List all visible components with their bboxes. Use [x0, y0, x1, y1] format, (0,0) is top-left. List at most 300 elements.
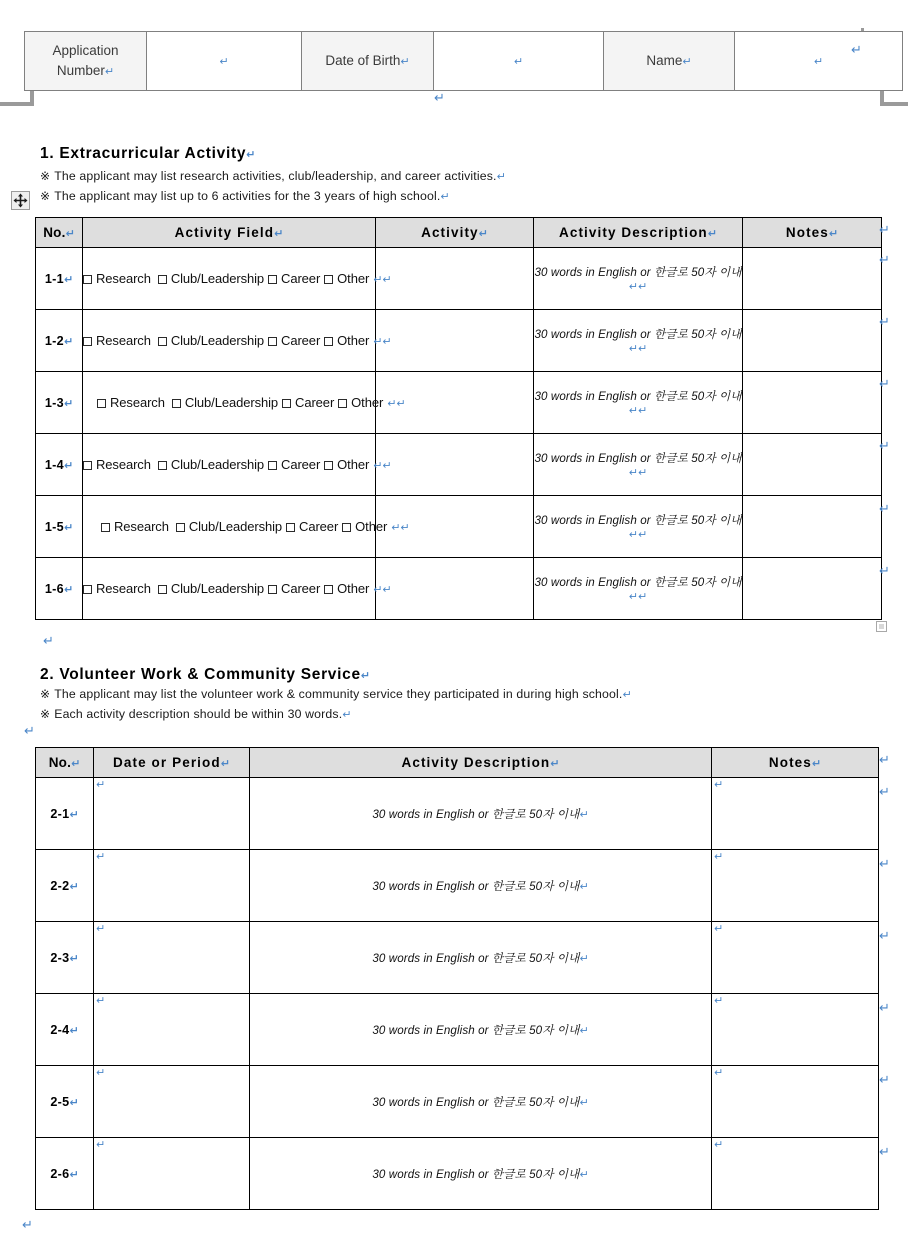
date-or-period-cell[interactable]	[94, 1066, 250, 1138]
paragraph-mark: ↵	[628, 466, 638, 479]
cell-name-value[interactable]	[735, 32, 903, 91]
checkbox-label: Other	[355, 519, 388, 534]
activity-field-cell[interactable]	[83, 310, 392, 372]
paragraph-mark: ↵	[387, 397, 397, 410]
paragraph-mark: ↵	[96, 1066, 106, 1079]
paragraph-mark: ↵	[63, 458, 74, 472]
checkbox-label: Other	[337, 333, 370, 348]
paragraph-mark: ↵	[714, 922, 724, 935]
paragraph-mark: ↵	[63, 272, 74, 286]
table-row	[36, 850, 879, 922]
activity-field-cell[interactable]	[83, 248, 392, 310]
paragraph-mark: ↵	[879, 785, 890, 800]
paragraph-mark: ↵	[579, 1167, 589, 1181]
paragraph-mark: ↵	[579, 951, 589, 965]
row-number-label: 2-3	[50, 950, 70, 965]
paragraph-mark: ↵	[219, 55, 229, 69]
paragraph-mark: ↵	[851, 43, 862, 58]
row-number-cell	[36, 778, 94, 850]
table-row	[36, 922, 879, 994]
description-placeholder-text: 30 words in English or 한글로 50자 이내	[372, 1167, 580, 1181]
checkbox-icon[interactable]	[158, 585, 167, 594]
paragraph-mark: ↵	[828, 227, 839, 240]
cell-name-label	[604, 32, 735, 91]
checkbox-option-research[interactable]	[83, 457, 151, 472]
paragraph-mark: ↵	[638, 404, 648, 417]
paragraph-mark: ↵	[879, 253, 890, 268]
checkbox-label: Research	[96, 457, 151, 472]
row-number-label: 1-1	[44, 271, 64, 286]
table-row	[36, 372, 882, 434]
volunteer-service-table	[35, 747, 879, 1210]
paragraph-mark: ↵	[382, 583, 392, 596]
checkbox-option-other[interactable]	[324, 333, 369, 348]
paragraph-mark: ↵	[69, 807, 79, 821]
date-of-birth-label: Date of Birth	[325, 53, 401, 69]
paragraph-mark: ↵	[682, 55, 692, 69]
checkbox-icon[interactable]	[158, 461, 167, 470]
checkbox-label: Other	[337, 457, 370, 472]
description-placeholder-text: 30 words in English or 한글로 50자 이내	[372, 951, 580, 965]
paragraph-mark: ↵	[274, 227, 284, 240]
date-or-period-cell[interactable]	[94, 1138, 250, 1210]
paragraph-mark: ↵	[400, 55, 410, 69]
th-no-2	[36, 748, 94, 778]
section-1-title-text: Extracurricular Activity	[59, 145, 247, 162]
checkbox-icon[interactable]	[83, 275, 92, 284]
notes-cell[interactable]	[712, 922, 879, 994]
paragraph-mark: ↵	[24, 724, 35, 739]
paragraph-mark: ↵	[879, 377, 890, 392]
checkbox-icon[interactable]	[324, 337, 333, 346]
extracurricular-activity-table	[35, 217, 882, 620]
cell-date-of-birth-label	[302, 32, 434, 91]
row-number-cell	[36, 1138, 94, 1210]
description-placeholder-text: 30 words in English or 한글로 50자 이내	[372, 879, 580, 893]
paragraph-mark: ↵	[879, 502, 890, 517]
checkbox-option-career[interactable]	[268, 581, 320, 596]
note-marker-icon: ※	[40, 169, 51, 183]
paragraph-mark: ↵	[63, 520, 74, 534]
description-placeholder-text: 30 words in English or 한글로 50자 이내	[534, 328, 742, 341]
paragraph-mark: ↵	[879, 315, 890, 330]
notes-cell[interactable]	[712, 778, 879, 850]
checkbox-option-career[interactable]	[268, 271, 320, 286]
checkbox-option-club-leadership[interactable]	[158, 581, 264, 596]
paragraph-mark: ↵	[714, 1066, 724, 1079]
checkbox-option-other[interactable]	[324, 457, 369, 472]
paragraph-mark: ↵	[879, 439, 890, 454]
paragraph-mark: ↵	[707, 227, 717, 240]
table-row	[36, 1138, 879, 1210]
row-number-cell	[36, 372, 83, 434]
section-1-number: 1.	[40, 145, 55, 162]
paragraph-mark: ↵	[714, 850, 724, 863]
checkbox-label: Other	[351, 395, 384, 410]
th-activity	[376, 218, 534, 248]
activity-input-cell[interactable]	[376, 310, 534, 372]
table-move-handle[interactable]	[11, 191, 30, 210]
activity-description-cell[interactable]	[534, 434, 743, 496]
checkbox-option-club-leadership[interactable]	[176, 519, 282, 534]
checkbox-label: Club/Leadership	[184, 395, 279, 410]
row-number-label: 2-1	[50, 806, 70, 821]
row-number-cell	[36, 850, 94, 922]
row-number-label: 1-2	[44, 333, 64, 348]
description-placeholder-text: 30 words in English or 한글로 50자 이내	[534, 390, 742, 403]
section-1-note-1-text: The applicant may list research activities, club/leadership, and career activities.	[54, 169, 497, 183]
note-marker-icon: ※	[40, 687, 51, 701]
notes-cell[interactable]	[712, 994, 879, 1066]
table-resize-handle[interactable]	[876, 621, 887, 632]
checkbox-label: Club/Leadership	[170, 333, 265, 348]
checkbox-label: Career	[281, 581, 321, 596]
paragraph-mark: ↵	[628, 528, 638, 541]
checkbox-icon[interactable]	[338, 399, 347, 408]
activity-description-cell[interactable]	[250, 1138, 712, 1210]
date-or-period-cell[interactable]	[94, 922, 250, 994]
th-notes-2-label: Notes	[768, 755, 812, 770]
checkbox-label: Research	[96, 333, 151, 348]
section-1-note-1	[40, 169, 506, 183]
checkbox-option-club-leadership[interactable]	[158, 333, 264, 348]
checkbox-option-career[interactable]	[268, 457, 320, 472]
paragraph-mark: ↵	[638, 342, 648, 355]
paragraph-mark: ↵	[440, 190, 450, 203]
paragraph-mark: ↵	[628, 280, 638, 293]
section-1-note-2-text: The applicant may list up to 6 activities for the 3 years of high school.	[54, 189, 441, 203]
paragraph-mark: ↵	[579, 1095, 589, 1109]
th-notes	[743, 218, 882, 248]
th-no	[36, 218, 83, 248]
paragraph-mark: ↵	[220, 757, 230, 770]
checkbox-icon[interactable]	[268, 461, 277, 470]
checkbox-option-career[interactable]	[268, 333, 320, 348]
activity-input-cell[interactable]	[376, 434, 534, 496]
paragraph-mark: ↵	[382, 459, 392, 472]
checkbox-icon[interactable]	[282, 399, 291, 408]
checkbox-icon[interactable]	[83, 337, 92, 346]
activity-field-cell[interactable]	[83, 372, 406, 434]
paragraph-mark: ↵	[65, 227, 75, 240]
row-number-label: 2-5	[50, 1094, 70, 1109]
note-marker-icon: ※	[40, 189, 51, 203]
activity-description-cell[interactable]	[250, 1066, 712, 1138]
checkbox-label: Club/Leadership	[170, 457, 265, 472]
paragraph-mark: ↵	[104, 65, 115, 78]
paragraph-mark: ↵	[96, 778, 106, 791]
checkbox-option-other[interactable]	[338, 395, 383, 410]
activity-field-cell[interactable]	[83, 558, 392, 620]
paragraph-mark: ↵	[579, 879, 589, 893]
th-date-or-period-label: Date or Period	[113, 755, 221, 770]
section-2-number: 2.	[40, 666, 55, 683]
table-header-row	[36, 218, 882, 248]
checkbox-icon[interactable]	[286, 523, 295, 532]
table-row	[36, 558, 882, 620]
paragraph-mark: ↵	[638, 528, 648, 541]
paragraph-mark: ↵	[879, 1145, 890, 1160]
section-2-note-1-text: The applicant may list the volunteer work & community service they participated in during high school.	[54, 687, 623, 701]
paragraph-mark: ↵	[22, 1218, 33, 1233]
paragraph-mark: ↵	[43, 634, 54, 649]
paragraph-mark: ↵	[391, 521, 401, 534]
activity-description-cell[interactable]	[534, 558, 743, 620]
paragraph-mark: ↵	[550, 757, 560, 770]
activity-description-cell[interactable]	[534, 372, 743, 434]
paragraph-mark: ↵	[69, 1167, 79, 1181]
checkbox-option-research[interactable]	[83, 271, 151, 286]
description-placeholder-text: 30 words in English or 한글로 50자 이내	[372, 807, 580, 821]
checkbox-option-career[interactable]	[286, 519, 338, 534]
checkbox-label: Research	[96, 271, 151, 286]
paragraph-mark: ↵	[638, 590, 648, 603]
table-row	[36, 1066, 879, 1138]
checkbox-option-career[interactable]	[282, 395, 334, 410]
table-row	[36, 496, 882, 558]
checkbox-label: Club/Leadership	[170, 581, 265, 596]
checkbox-icon[interactable]	[97, 399, 106, 408]
th-activity-description-2-label: Activity Description	[401, 755, 551, 770]
paragraph-mark: ↵	[638, 466, 648, 479]
paragraph-mark: ↵	[879, 857, 890, 872]
activity-field-cell[interactable]	[83, 496, 410, 558]
checkbox-option-other[interactable]	[342, 519, 387, 534]
checkbox-option-research[interactable]	[97, 395, 165, 410]
th-activity-field-label: Activity Field	[174, 225, 275, 240]
checkbox-option-club-leadership[interactable]	[158, 271, 264, 286]
row-number-label: 2-4	[50, 1022, 70, 1037]
section-2-title-text: Volunteer Work & Community Service	[59, 666, 361, 683]
paragraph-mark: ↵	[813, 55, 824, 69]
row-number-cell	[36, 558, 83, 620]
activity-field-cell[interactable]	[83, 434, 392, 496]
cell-date-of-birth-value[interactable]	[434, 32, 604, 91]
th-activity-field	[83, 218, 376, 248]
paragraph-mark: ↵	[879, 1073, 890, 1088]
paragraph-mark: ↵	[69, 951, 79, 965]
activity-description-cell[interactable]	[250, 850, 712, 922]
table-row	[36, 778, 879, 850]
activity-description-cell[interactable]	[534, 248, 743, 310]
row-number-cell	[36, 922, 94, 994]
paragraph-mark: ↵	[478, 227, 488, 240]
description-placeholder-text: 30 words in English or 한글로 50자 이내	[534, 266, 742, 279]
row-number-cell	[36, 1066, 94, 1138]
paragraph-mark: ↵	[96, 1138, 106, 1151]
checkbox-label: Career	[281, 333, 321, 348]
description-placeholder-text: 30 words in English or 한글로 50자 이내	[372, 1023, 580, 1037]
checkbox-icon[interactable]	[176, 523, 185, 532]
paragraph-mark: ↵	[496, 170, 506, 183]
table-row	[36, 248, 882, 310]
checkbox-icon[interactable]	[324, 275, 333, 284]
paragraph-mark: ↵	[400, 521, 410, 534]
row-number-label: 1-6	[44, 581, 64, 596]
activity-description-cell[interactable]	[250, 994, 712, 1066]
activity-description-cell[interactable]	[250, 922, 712, 994]
date-or-period-cell[interactable]	[94, 994, 250, 1066]
paragraph-mark: ↵	[622, 688, 632, 701]
th-no-label: No.	[43, 225, 66, 240]
checkbox-icon[interactable]	[158, 275, 167, 284]
checkbox-label: Research	[110, 395, 165, 410]
paragraph-mark: ↵	[71, 757, 81, 770]
move-cross-icon	[12, 192, 29, 209]
checkbox-label: Career	[281, 457, 321, 472]
checkbox-icon[interactable]	[268, 585, 277, 594]
checkbox-icon[interactable]	[83, 461, 92, 470]
paragraph-mark: ↵	[879, 753, 890, 768]
checkbox-icon[interactable]	[342, 523, 351, 532]
description-placeholder-text: 30 words in English or 한글로 50자 이내	[534, 452, 742, 465]
paragraph-mark: ↵	[579, 1023, 589, 1037]
section-2-note-2	[40, 707, 351, 721]
checkbox-icon[interactable]	[158, 337, 167, 346]
checkbox-icon[interactable]	[268, 275, 277, 284]
paragraph-mark: ↵	[382, 273, 392, 286]
checkbox-label: Other	[337, 271, 370, 286]
paragraph-mark: ↵	[246, 148, 256, 161]
paragraph-mark: ↵	[69, 879, 79, 893]
checkbox-option-club-leadership[interactable]	[172, 395, 278, 410]
th-notes-2	[712, 748, 879, 778]
paragraph-mark: ↵	[513, 55, 524, 69]
paragraph-mark: ↵	[360, 669, 370, 682]
notes-cell[interactable]	[712, 1066, 879, 1138]
paragraph-mark: ↵	[638, 280, 648, 293]
cell-application-number-value[interactable]	[147, 32, 302, 91]
checkbox-label: Other	[337, 581, 370, 596]
checkbox-icon[interactable]	[83, 585, 92, 594]
paragraph-mark: ↵	[63, 582, 74, 596]
checkbox-icon[interactable]	[172, 399, 181, 408]
checkbox-option-club-leadership[interactable]	[158, 457, 264, 472]
checkbox-option-research[interactable]	[83, 333, 151, 348]
paragraph-mark: ↵	[714, 994, 724, 1007]
paragraph-mark: ↵	[373, 273, 383, 286]
table-row	[36, 994, 879, 1066]
paragraph-mark: ↵	[96, 850, 106, 863]
row-number-cell	[36, 496, 83, 558]
paragraph-mark: ↵	[96, 994, 106, 1007]
checkbox-label: Career	[295, 395, 335, 410]
application-number-label: Application Number	[52, 43, 119, 78]
row-number-cell	[36, 994, 94, 1066]
table-row	[25, 32, 903, 91]
row-number-cell	[36, 434, 83, 496]
paragraph-mark: ↵	[811, 757, 822, 770]
row-number-label: 2-2	[50, 878, 70, 893]
paragraph-mark: ↵	[628, 590, 638, 603]
row-number-label: 1-4	[44, 457, 64, 472]
section-1-note-2	[40, 189, 450, 203]
paragraph-mark: ↵	[382, 335, 392, 348]
th-activity-description-2	[250, 748, 712, 778]
checkbox-label: Career	[299, 519, 339, 534]
th-notes-label: Notes	[785, 225, 829, 240]
th-date-or-period	[94, 748, 250, 778]
row-number-label: 2-6	[50, 1166, 70, 1181]
paragraph-mark: ↵	[373, 459, 383, 472]
checkbox-icon[interactable]	[268, 337, 277, 346]
date-or-period-cell[interactable]	[94, 778, 250, 850]
cell-application-number-label	[25, 32, 147, 91]
applicant-info-table	[24, 31, 903, 91]
paragraph-mark: ↵	[69, 1023, 79, 1037]
section-2-note-1	[40, 687, 632, 701]
date-or-period-cell[interactable]	[94, 850, 250, 922]
description-placeholder-text: 30 words in English or 한글로 50자 이내	[372, 1095, 580, 1109]
description-placeholder-text: 30 words in English or 한글로 50자 이내	[534, 576, 742, 589]
paragraph-mark: ↵	[628, 342, 638, 355]
paragraph-mark: ↵	[879, 564, 890, 579]
notes-cell[interactable]	[743, 248, 882, 310]
table-row	[36, 434, 882, 496]
paragraph-mark: ↵	[96, 922, 106, 935]
name-label: Name	[646, 53, 683, 69]
checkbox-label: Club/Leadership	[170, 271, 265, 286]
paragraph-mark: ↵	[714, 778, 724, 791]
checkbox-icon[interactable]	[101, 523, 110, 532]
notes-cell[interactable]	[743, 496, 882, 558]
th-activity-label: Activity	[421, 225, 479, 240]
th-no-2-label: No.	[48, 755, 72, 770]
paragraph-mark: ↵	[373, 583, 383, 596]
paragraph-mark: ↵	[879, 929, 890, 944]
checkbox-icon[interactable]	[324, 585, 333, 594]
activity-description-cell[interactable]	[534, 496, 743, 558]
notes-cell[interactable]	[743, 434, 882, 496]
row-number-cell	[36, 310, 83, 372]
paragraph-mark: ↵	[63, 396, 74, 410]
th-activity-description-label: Activity Description	[559, 225, 708, 240]
checkbox-option-research[interactable]	[83, 581, 151, 596]
checkbox-option-other[interactable]	[324, 271, 369, 286]
row-number-label: 1-3	[44, 395, 64, 410]
notes-cell[interactable]	[712, 1138, 879, 1210]
notes-cell[interactable]	[743, 310, 882, 372]
table-row	[36, 310, 882, 372]
section-1-title	[40, 145, 255, 163]
paragraph-mark: ↵	[579, 807, 589, 821]
checkbox-option-other[interactable]	[324, 581, 369, 596]
activity-description-cell[interactable]	[250, 778, 712, 850]
section-2-title	[40, 666, 370, 684]
paragraph-mark: ↵	[342, 708, 352, 721]
notes-cell[interactable]	[743, 558, 882, 620]
checkbox-option-research[interactable]	[101, 519, 169, 534]
activity-input-cell[interactable]	[376, 248, 534, 310]
checkbox-label: Career	[281, 271, 321, 286]
th-activity-description	[534, 218, 743, 248]
paragraph-mark: ↵	[714, 1138, 724, 1151]
paragraph-mark: ↵	[69, 1095, 79, 1109]
paragraph-mark: ↵	[434, 91, 445, 106]
notes-cell[interactable]	[743, 372, 882, 434]
notes-cell[interactable]	[712, 850, 879, 922]
activity-description-cell[interactable]	[534, 310, 743, 372]
paragraph-mark: ↵	[373, 335, 383, 348]
paragraph-mark: ↵	[879, 1001, 890, 1016]
activity-input-cell[interactable]	[376, 558, 534, 620]
paragraph-mark: ↵	[63, 334, 74, 348]
checkbox-label: Club/Leadership	[188, 519, 283, 534]
checkbox-label: Research	[114, 519, 169, 534]
checkbox-icon[interactable]	[324, 461, 333, 470]
description-placeholder-text: 30 words in English or 한글로 50자 이내	[534, 514, 742, 527]
checkbox-label: Research	[96, 581, 151, 596]
